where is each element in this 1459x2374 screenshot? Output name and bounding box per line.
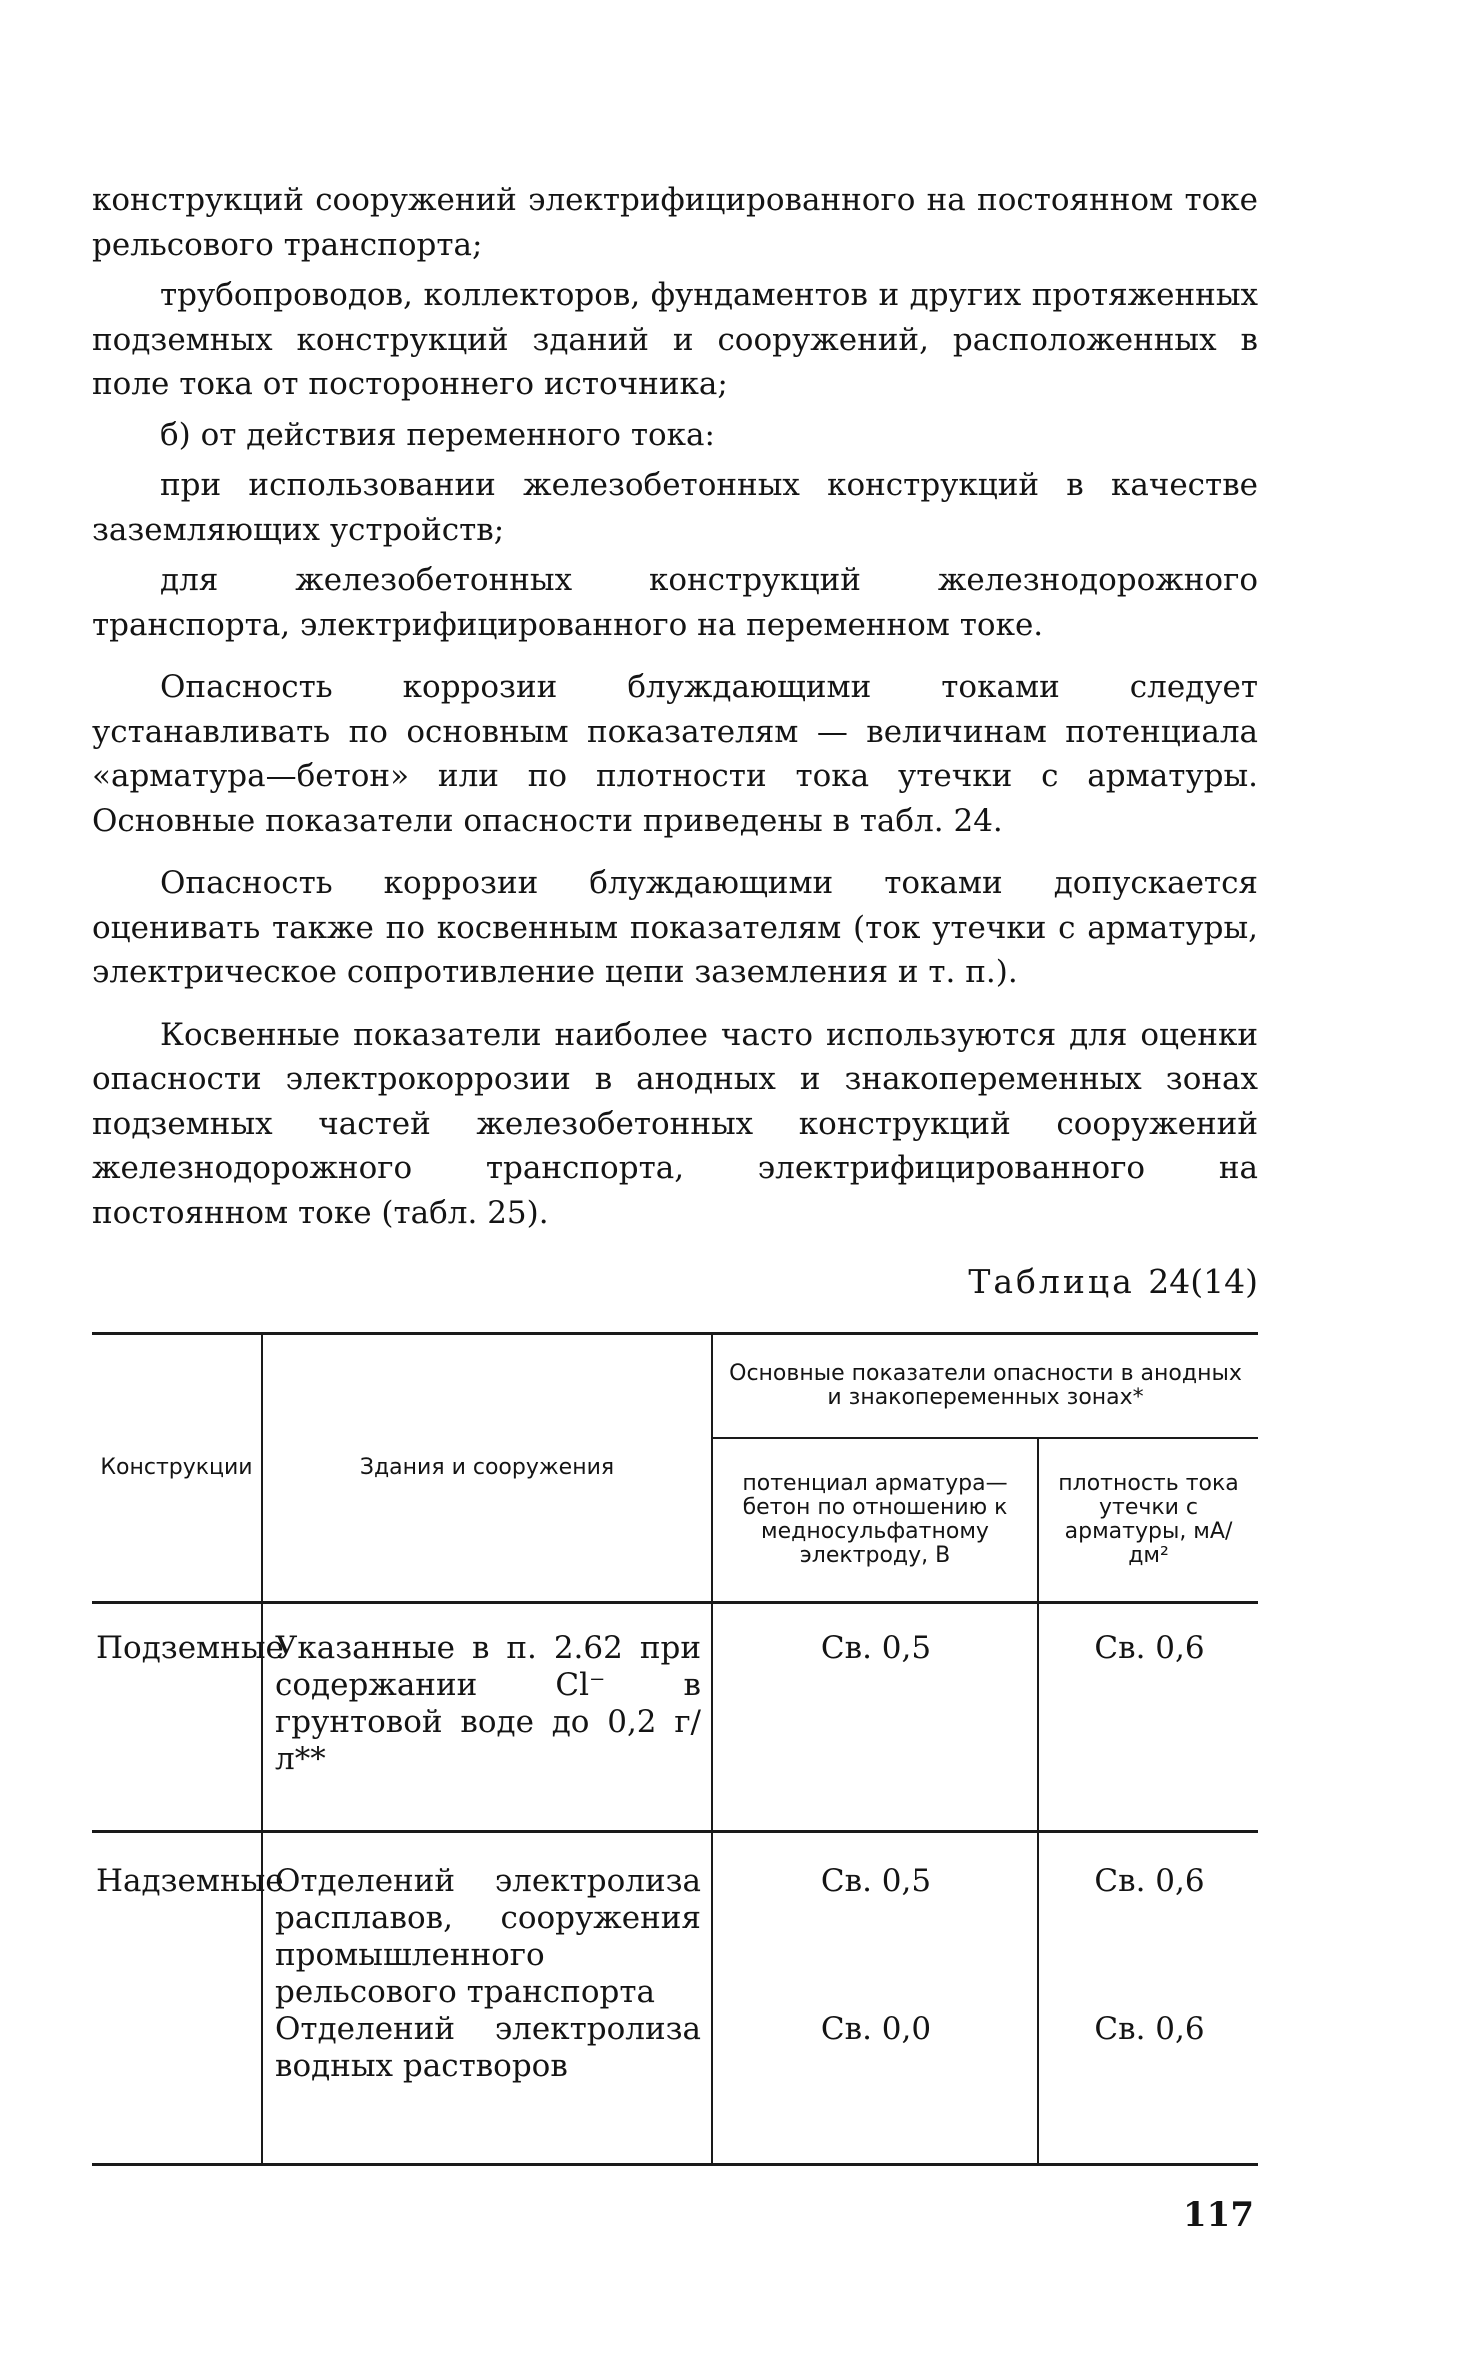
cell-buildings [262, 1832, 712, 2165]
cell-potential: Св. 0,5 [712, 1604, 1038, 1832]
header-buildings: Здания и сооружения [262, 1334, 712, 1603]
paragraph-2: трубопроводов, коллекторов, фундаментов и других протяженных подземных конструкций зданий и сооружений, расположенных в поле тока от постороннего источника; [92, 277, 1258, 402]
cell-buildings: Указанные в п. 2.62 при содержании Cl⁻ в грунтовой воде до 0,2 г/л** [262, 1604, 712, 1832]
cell-density: Св. 0,6 [1038, 1604, 1258, 1832]
cell-density-b: Св. 0,6 [1094, 2011, 1205, 2047]
body-text [92, 178, 1258, 1241]
table-row [92, 1832, 1258, 2165]
cell-density [1038, 1832, 1258, 2165]
header-potential: потенциал арматура—бетон по отношению к медносульфатному электроду, В [712, 1438, 1038, 1603]
cell-potential-b: Св. 0,0 [820, 2011, 932, 2047]
paragraph-8: Косвенные показатели наиболее часто используются для оценки опасности электрокоррозии в анодных и знакопеременных зонах подземных частей железобетонных конструкций сооружений железнодорожного транспорта, электрифицированного на постоянном токе (табл. 25). [92, 1016, 1258, 1231]
table-caption-number: 24(14) [1148, 1262, 1258, 1301]
page-number: 117 [1183, 2195, 1254, 2235]
paragraph-7: Опасность коррозии блуждающими токами допускается оценивать также по косвенным показателям (ток утечки с арматуры, электрическое сопротивление цепи заземления и т. п.). [92, 865, 1258, 990]
hazard-table [92, 1332, 1258, 2166]
paragraph-5: для железобетонных конструкций железнодорожного транспорта, электрифицированного на переменном токе. [92, 562, 1258, 643]
paragraph-3: б) от действия переменного тока: [160, 416, 715, 453]
cell-buildings-b: Отделений электролиза водных растворов [275, 2011, 701, 2084]
table-caption-word: Таблица [968, 1262, 1135, 1301]
paragraph-4: при использовании железобетонных конструкций в качестве заземляющих устройств; [92, 467, 1258, 548]
header-current-density: плотность тока утечки с арматуры, мА/дм² [1038, 1438, 1258, 1603]
paragraph-6: Опасность коррозии блуждающими токами следует устанавливать по основным показателям — величинам потенциала «арматура—бетон» или по плотности тока утечки с арматуры. Основные показатели опасности приведены в табл. 24. [92, 669, 1258, 839]
table-row [92, 1604, 1258, 1832]
table-caption [968, 1262, 1258, 1301]
cell-buildings-a: Отделений электролиза расплавов, сооружения промышленного рельсового транспорта [275, 1863, 701, 2010]
cell-construction: Подземные [92, 1604, 262, 1832]
cell-potential-a: Св. 0,5 [820, 1863, 932, 1899]
header-constructions: Конструкции [92, 1334, 262, 1603]
header-main-indicators: Основные показатели опасности в анодных и знакопеременных зонах* [712, 1334, 1258, 1439]
cell-construction: Надземные [92, 1832, 262, 2165]
cell-potential [712, 1832, 1038, 2165]
cell-density-a: Св. 0,6 [1094, 1863, 1205, 1899]
paragraph-1: конструкций сооружений электрифицированного на постоянном токе рельсового транспорта; [92, 182, 1258, 263]
